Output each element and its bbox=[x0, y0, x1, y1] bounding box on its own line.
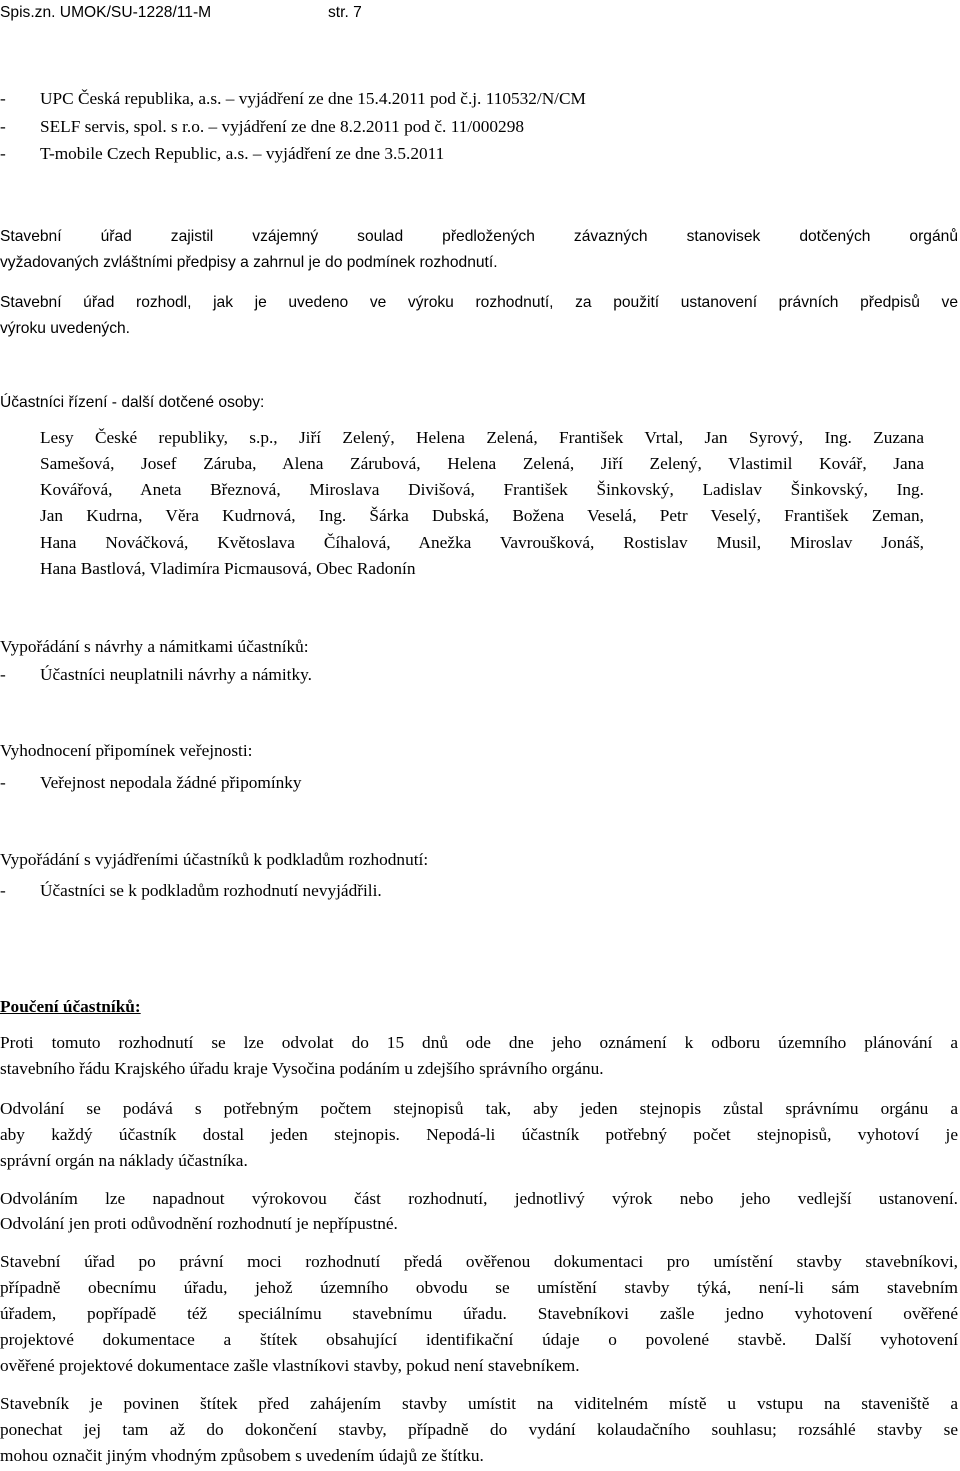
participants-heading: Účastníci řízení - další dotčené osoby: bbox=[0, 394, 265, 411]
list-dash: - bbox=[0, 773, 6, 792]
list-item-text: T-mobile Czech Republic, a.s. – vyjádření ze dne 3.5.2011 bbox=[40, 144, 445, 163]
list-dash: - bbox=[0, 117, 6, 136]
list-item-text: Účastníci se k podkladům rozhodnutí nevyjádřili. bbox=[40, 881, 382, 900]
document-reference: Spis.zn. UMOK/SU-1228/11-M bbox=[0, 4, 212, 21]
instruction-heading: Poučení účastníků: bbox=[0, 997, 141, 1016]
list-item-text: Veřejnost nepodala žádné připomínky bbox=[40, 773, 302, 792]
list-item-text: Účastníci neuplatnili návrhy a námitky. bbox=[40, 665, 312, 684]
public-heading: Vyhodnocení připomínek veřejnosti: bbox=[0, 741, 253, 760]
list-dash: - bbox=[0, 144, 6, 163]
list-dash: - bbox=[0, 89, 6, 108]
proposals-heading: Vypořádání s návrhy a námitkami účastníků: bbox=[0, 637, 309, 656]
list-dash: - bbox=[0, 881, 6, 900]
list-item-text: UPC Česká republika, a.s. – vyjádření ze dne 15.4.2011 pod č.j. 110532/N/CM bbox=[40, 89, 586, 108]
list-dash: - bbox=[0, 665, 6, 684]
statements-heading: Vypořádání s vyjádřeními účastníků k podkladům rozhodnutí: bbox=[0, 850, 429, 869]
page-number: str. 7 bbox=[328, 4, 362, 21]
list-item-text: SELF servis, spol. s r.o. – vyjádření ze dne 8.2.2011 pod č. 11/000298 bbox=[40, 117, 524, 136]
